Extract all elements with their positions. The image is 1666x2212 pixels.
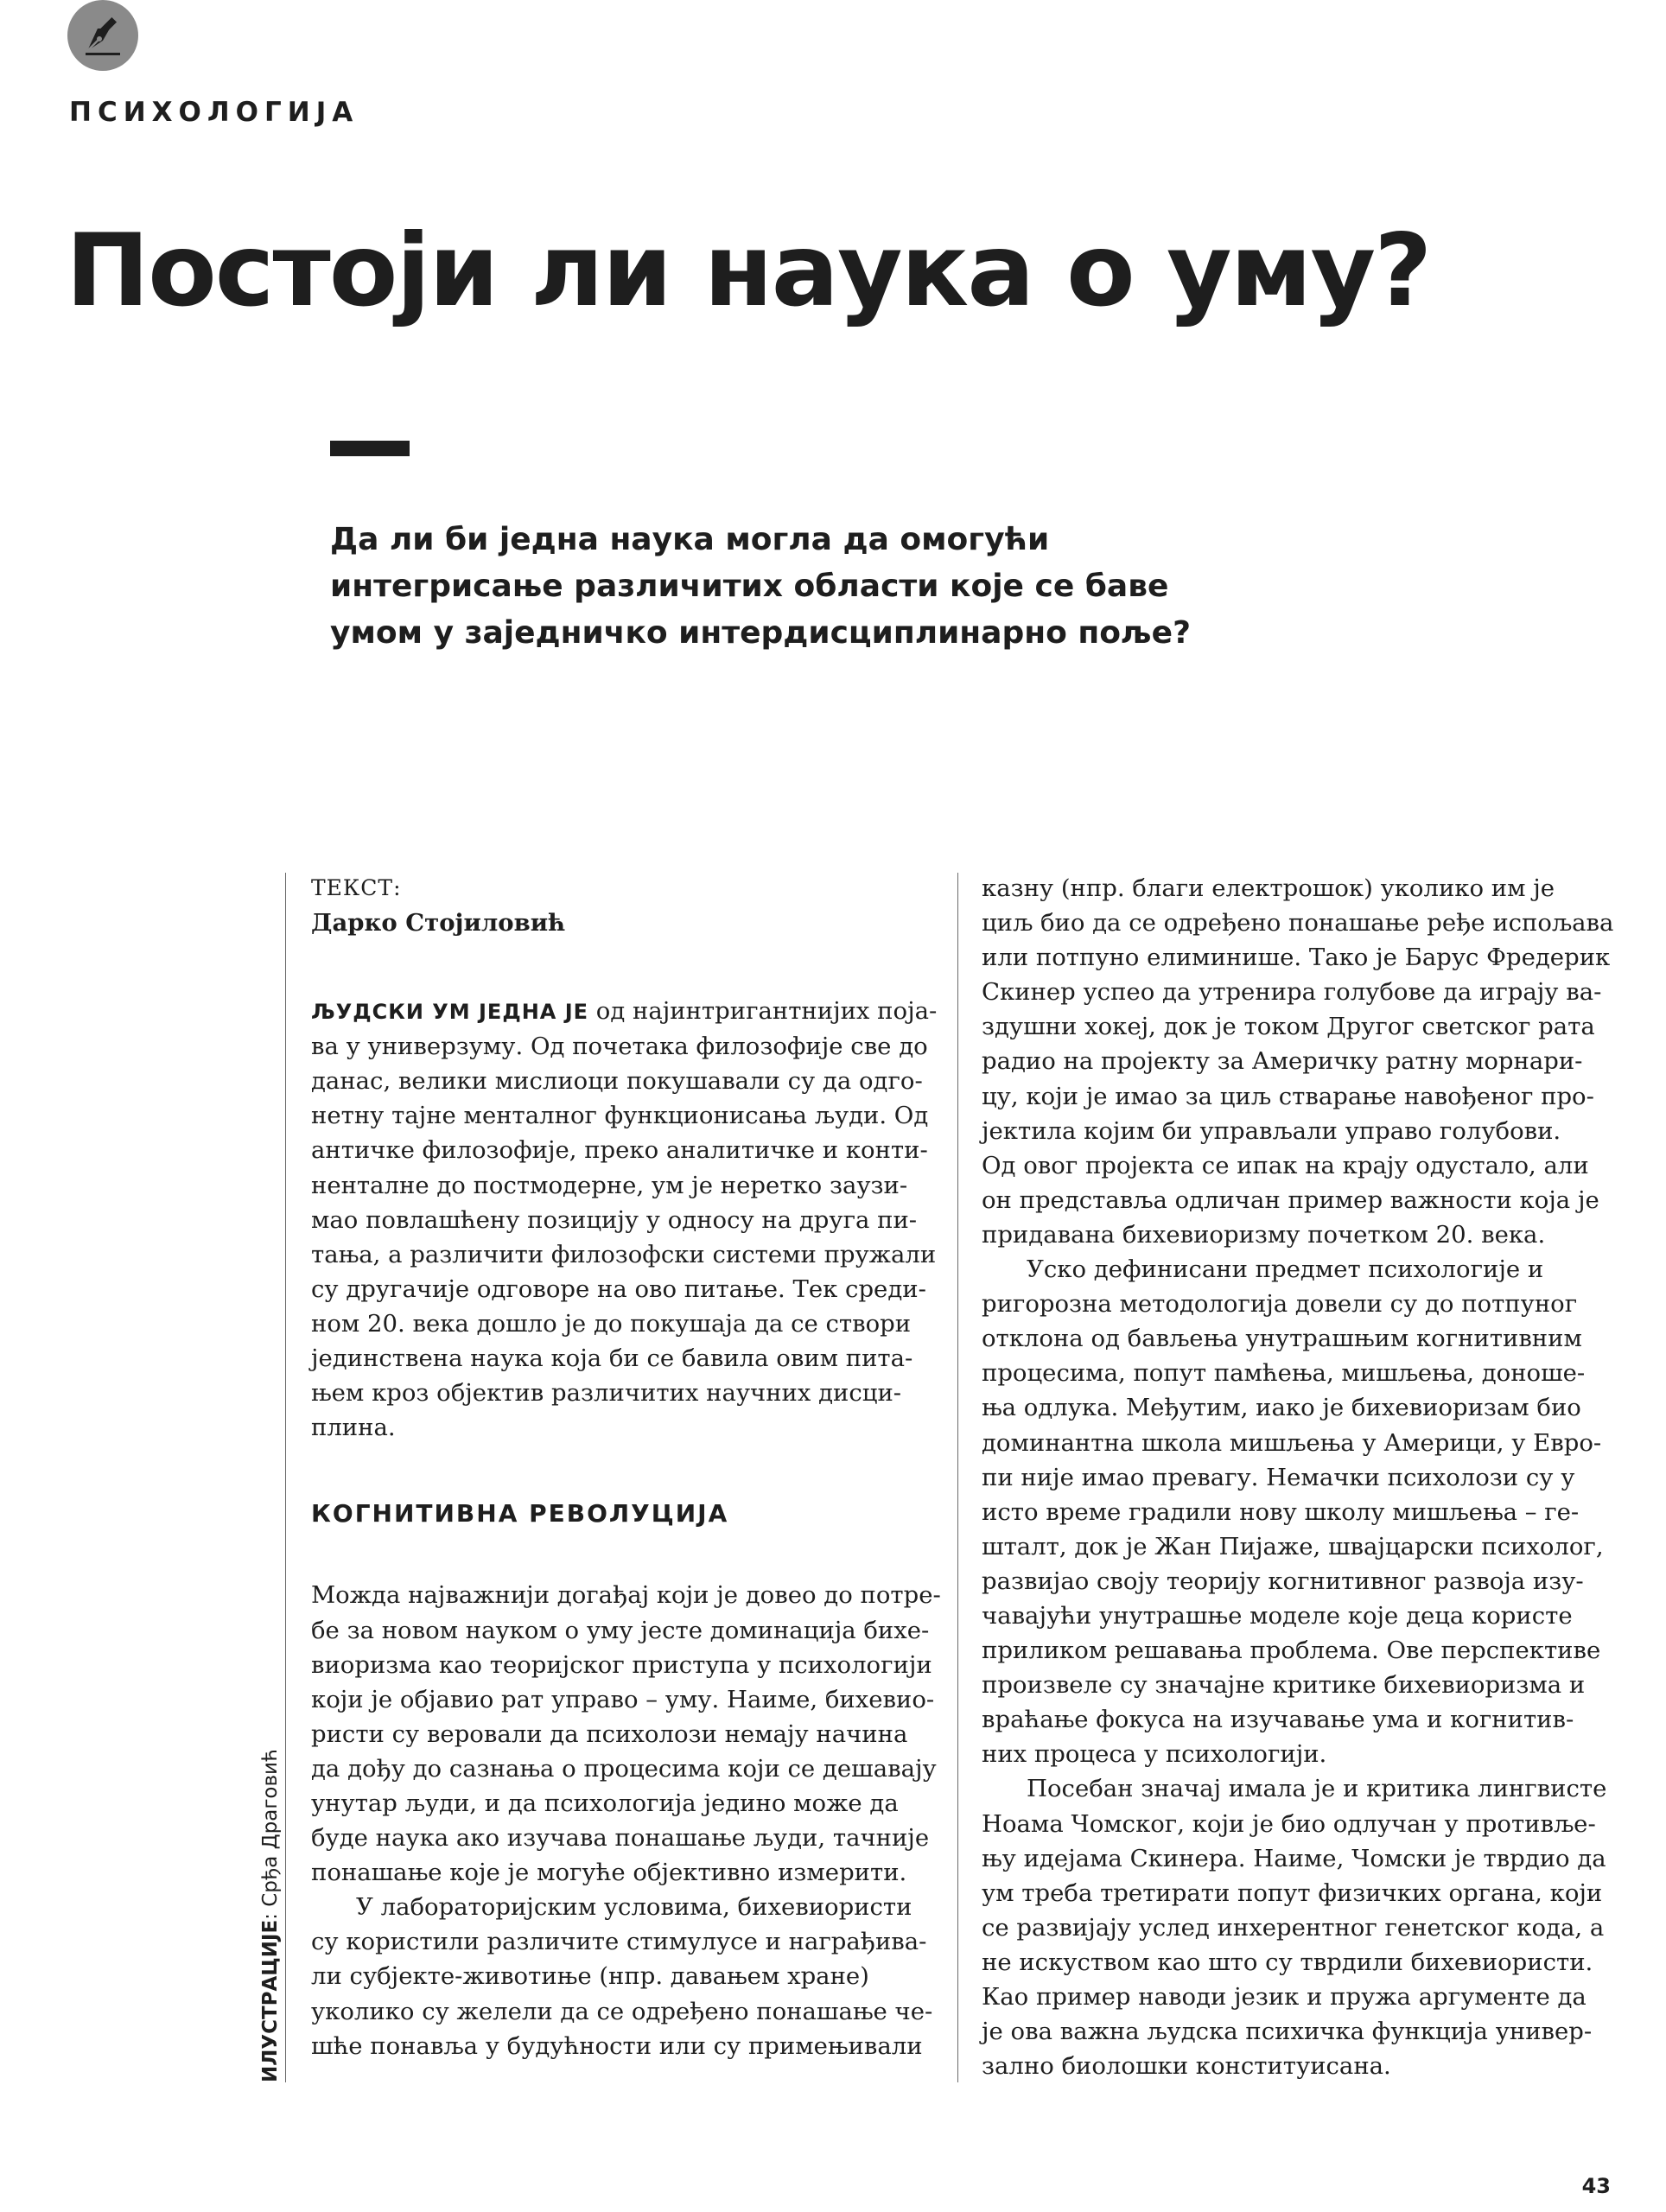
text-line: Можда најважнији догађај који је довео до потре- — [311, 1581, 941, 1610]
text-line: исто време градили нову школу мишљења – ге- — [982, 1497, 1580, 1526]
text-line: здушни хокеј, док је током Другог светског рата — [982, 1013, 1595, 1041]
text-column-left — [311, 871, 942, 2063]
text-line: приликом решавања проблема. Ове перспективе — [982, 1637, 1601, 1665]
text-column-right — [982, 871, 1612, 2083]
article-lead — [330, 517, 1367, 657]
text-line: античке филозофије, преко аналитичке и конти- — [311, 1136, 928, 1165]
paragraph — [982, 1252, 1612, 1771]
text-line: бе за новом науком о уму јесте доминација бихе- — [311, 1616, 930, 1644]
intro-caps: ЉУДСКИ УМ ЈЕДНА ЈЕ — [311, 1000, 589, 1025]
credit-name: : Срђа Драговић — [259, 1749, 282, 1920]
text-line: уколико су желели да се одређено понашање че- — [311, 1997, 933, 2025]
text-line: мао повлашћену позицију у односу на друга пи- — [311, 1205, 918, 1234]
text-line: отклона од бављења унутрашњим когнитивним — [982, 1325, 1582, 1353]
text-line: доминантна школа мишљења у Америци, у Евро- — [982, 1428, 1602, 1457]
text-line: зално биолошки конституисана. — [982, 2052, 1391, 2081]
paragraph — [982, 1771, 1612, 2083]
byline-label: ТЕКСТ: — [311, 875, 402, 900]
text-line: буде наука ако изучава понашање људи, тачније — [311, 1824, 930, 1853]
author-name: Дарко Стојиловић — [311, 909, 566, 937]
text-line: јединствена наука која би се бавила овим питa- — [311, 1344, 913, 1373]
text-line: развијао своју теорију когнитивног развоја изу- — [982, 1567, 1584, 1595]
text-line: се развијају услед инхерентног генетског кода, а — [982, 1913, 1605, 1942]
paragraph — [311, 1578, 942, 1890]
text-line: Од овог пројекта се ипак на крају одустало, али — [982, 1151, 1589, 1179]
text-line: придавана бихевиоризму почетком 20. века. — [982, 1220, 1546, 1249]
text-line: он представља одличан пример важности која је — [982, 1185, 1599, 1214]
intro-paragraph — [311, 994, 942, 1445]
lead-line: умом у заједничко интердисциплинарно поље? — [330, 615, 1191, 651]
text-line: ли субјекте-животиње (нпр. давањем хране) — [311, 1962, 869, 1991]
text-line: данас, велики мислиоци покушавали су да одго- — [311, 1067, 923, 1096]
text-line: су другачије одговоре на ово питање. Тек среди- — [311, 1274, 926, 1303]
text-line: понашање које је могуће објективно измерити. — [311, 1859, 907, 1887]
text-line: јектила којим би управљали управо голубови. — [982, 1116, 1561, 1145]
text-line: Ноама Чомског, који је био одлучан у противље- — [982, 1809, 1596, 1838]
fountain-pen-icon — [67, 0, 138, 71]
text-line: ном 20. века дошло је до покушаја да се створи — [311, 1309, 912, 1338]
article-title: Постоји ли наука о уму? — [66, 213, 1431, 329]
text-line: унутар људи, и да психологија једино може да — [311, 1789, 899, 1817]
text-line: тања, а различити филозофски системи пружали — [311, 1240, 937, 1268]
text-line: пи није имао превагу. Немачки психолози су у — [982, 1463, 1575, 1491]
text-line: ум треба третирати попут физичких органа, који — [982, 1878, 1603, 1907]
lead-line: интегрисање различитих области које се баве — [330, 569, 1169, 604]
title-divider — [330, 441, 410, 456]
text-line: који је објавио рат управо – уму. Наиме, бихевио- — [311, 1685, 935, 1713]
text-line: цу, који је имао за циљ стварање навођеног про- — [982, 1082, 1594, 1110]
text-line: плина. — [311, 1414, 396, 1442]
credit-label: ИЛУСТРАЦИЈЕ — [259, 1919, 282, 2082]
text-line: не искуством као што су тврдили бихевиористи. — [982, 1948, 1593, 1976]
text-line: је ова важна људска психичка функција универ- — [982, 2018, 1593, 2046]
text-line: или потпуно елиминише. Тако је Барус Фредерик — [982, 944, 1611, 972]
lead-line: Да ли би једна наука могла да омогући — [330, 522, 1050, 557]
text-line: радио на пројекту за Америчку ратну морнари- — [982, 1047, 1583, 1076]
text-line: казну (нпр. благи електрошок) уколико им је — [982, 874, 1555, 902]
column-rule-middle — [957, 873, 958, 2082]
illustration-credit — [259, 1749, 282, 2082]
text-line: да дођу до сазнања о процесима који се дешавају — [311, 1754, 937, 1783]
section-label: ПСИХОЛОГИЈА — [69, 97, 359, 128]
text-line: Скинер успео да утренира голубове да играју ва- — [982, 978, 1602, 1007]
text-line: ЉУДСКИ УМ ЈЕДНА ЈЕ од најинтригантнијих поја- — [311, 997, 938, 1026]
paragraph — [311, 1890, 942, 2063]
text-line: нетну тајне менталног функционисања људи. Од — [311, 1102, 929, 1130]
text-line: њу идејама Скинера. Наиме, Чомски је тврдио да — [982, 1844, 1606, 1872]
text-line: чавајући унутрашње моделе које деца користе — [982, 1601, 1573, 1630]
paragraph — [982, 871, 1612, 1252]
text-line: У лабораторијским условима, бихевиористи — [356, 1893, 912, 1922]
text-line: ристи су веровали да психолози немају начина — [311, 1719, 908, 1748]
text-line: ња одлука. Међутим, иако је бихевиоризам био — [982, 1394, 1581, 1422]
text-line: шталт, док је Жан Пијаже, швајцарски психолог, — [982, 1532, 1604, 1560]
page-number: 43 — [1581, 2174, 1611, 2198]
text-line: Уско дефинисани предмет психологије и — [1027, 1255, 1544, 1284]
text-line: Као пример наводи језик и пружа аргументе да — [982, 1983, 1587, 2011]
text-line: Посебан значај имала је и критика лингвисте — [1027, 1775, 1607, 1803]
text-line: них процеса у психологији. — [982, 1740, 1327, 1769]
section-subheading: КОГНИТИВНА РЕВОЛУЦИЈА — [311, 1499, 729, 1529]
column-rule-left — [285, 873, 286, 2082]
text-line: су користили различите стимулусе и награђива- — [311, 1928, 927, 1956]
text-line: ва у универзуму. Од почетака филозофије све до — [311, 1033, 928, 1061]
text-line: ригорозна методологија довели су до потпуног — [982, 1290, 1578, 1319]
text-line: њем кроз објектив различитих научних дисци- — [311, 1379, 902, 1408]
text-line: ненталне до постмодерне, ум је неретко заузи- — [311, 1171, 908, 1199]
text-line: виоризма као теоријског приступа у психологији — [311, 1650, 932, 1679]
text-line: процесима, попут памћења, мишљења, доноше- — [982, 1359, 1586, 1388]
text-line: произвеле су значајне критике бихевиоризма и — [982, 1671, 1586, 1700]
text-line: враћање фокуса на изучавање ума и когнитив- — [982, 1706, 1574, 1734]
text-line: циљ био да се одређено понашање ређе испољава — [982, 909, 1614, 938]
text-line: шће понавља у будућности или су примењивали — [311, 2031, 923, 2060]
